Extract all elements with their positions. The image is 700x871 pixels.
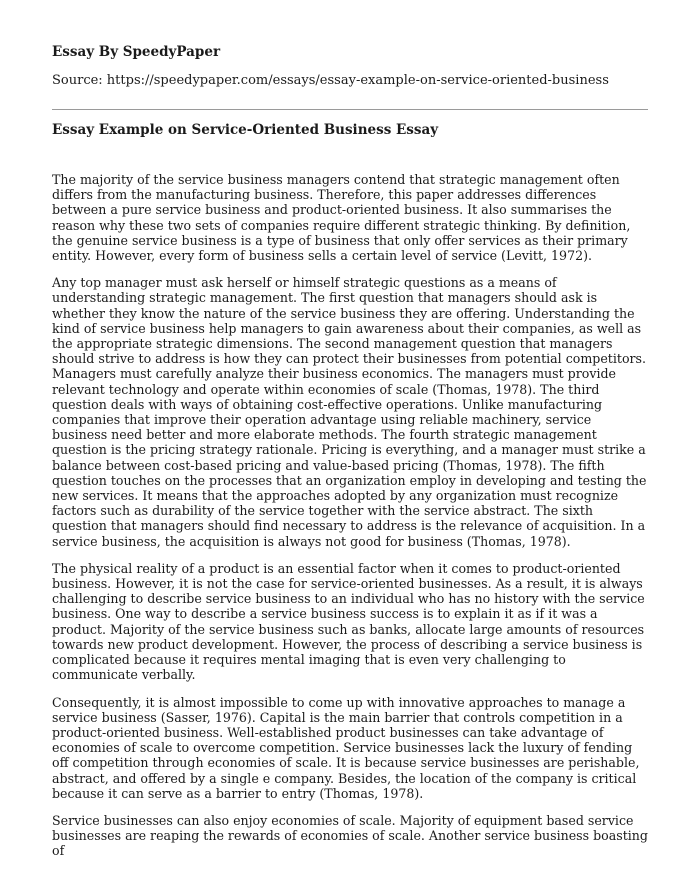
essay-title: Essay Example on Service-Oriented Business Essay xyxy=(52,122,439,138)
essay-body xyxy=(52,172,650,871)
paragraph: The majority of the service business managers contend that strategic management often differs from the manufacturing business. Therefore, this paper addresses differences between a pure service business and product-oriented business. It also summarises the reason why these two sets of companies require different strategic thinking. By definition, the genuine service business is a type of business that only offer services as their primary entity. However, every form of business sells a certain level of service (Levitt, 1972). xyxy=(52,172,631,264)
paragraph: Service businesses can also enjoy economies of scale. Majority of equipment based service businesses are reaping the rewards of economies of scale. Another service business boasting of xyxy=(52,812,648,859)
paragraph: Consequently, it is almost impossible to come up with innovative approaches to manage a service business (Sasser, 1976). Capital is the main barrier that controls competition in a product-oriented business. Well-established product businesses can take advantage of economies of scale to overcome competition. Service businesses lack the luxury of fending off competition through economies of scale. It is because service businesses are perishable, abstract, and offered by a single e company. Besides, the location of the company is critical because it can serve as a barrier to entry (Thomas, 1978). xyxy=(52,694,640,801)
document-header-title: Essay By SpeedyPaper xyxy=(52,44,221,60)
source-line: Source: https://speedypaper.com/essays/essay-example-on-service-oriented-business xyxy=(52,73,609,88)
paragraph: The physical reality of a product is an essential factor when it comes to product-oriented business. However, it is not the case for service-oriented businesses. As a result, it is always challenging to describe service business to an individual who has no history with the service business. One way to describe a service business success is to explain it as if it was a product. Majority of the service business such as banks, allocate large amounts of resources towards new product development. However, the process of describing a service business is complicated because it requires mental imaging that is even very challenging to communicate verbally. xyxy=(52,560,645,683)
paragraph: Any top manager must ask herself or himself strategic questions as a means of understanding strategic management. The first question that managers should ask is whether they know the nature of the service business they are offering. Understanding the kind of service business help managers to gain awareness about their companies, as well as the appropriate strategic dimensions. The second management question that managers should strive to address is how they can protect their businesses from potential competitors. Managers must carefully analyze their business economics. The managers must provide relevant technology and operate within economies of scale (Thomas, 1978). The third question deals with ways of obtaining cost-effective operations. Unlike manufacturing companies that improve their operation advantage using reliable machinery, service business need better and more elaborate methods. The fourth strategic management question is the pricing strategy rationale. Pricing is everything, and a manager must strike a balance between cost-based pricing and value-based pricing (Thomas, 1978). The fifth question touches on the processes that an organization employ in developing and testing the new services. It means that the approaches adopted by any organization must recognize factors such as durability of the service together with the service abstract. The sixth question that managers should find necessary to address is the relevance of acquisition. In a service business, the acquisition is always not good for business (Thomas, 1978). xyxy=(52,275,647,549)
header-divider xyxy=(52,109,648,110)
